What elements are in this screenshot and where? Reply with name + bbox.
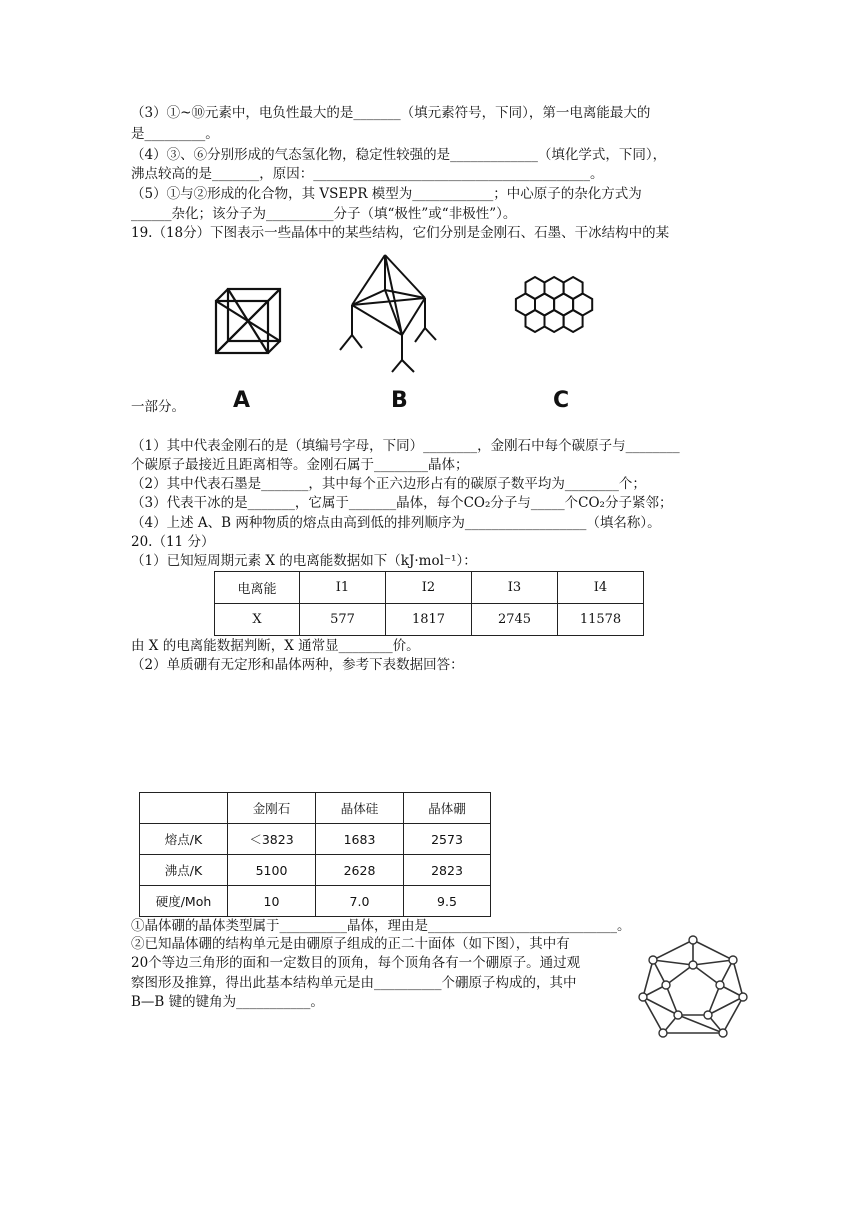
table-cell: ＜3823	[228, 824, 316, 855]
table-cell: 11578	[558, 604, 644, 636]
table-row	[140, 793, 491, 824]
q4-line2: 沸点较高的是_______，原因：_________________________________________。	[131, 166, 604, 182]
table-row	[140, 824, 491, 855]
table-cell: I3	[472, 572, 558, 604]
q19-line-end: 一部分。	[131, 399, 185, 415]
table-cell: 硬度/Moh	[140, 886, 228, 917]
q19-1-line2: 个碳原子最接近且距离相等。金刚石属于________晶体；	[131, 457, 469, 473]
q20-heading: 20.（11 分）	[131, 534, 215, 550]
table-cell: 晶体硼	[404, 793, 491, 824]
q20-2b-line2: 20个等边三角形的面和一定数目的顶角，每个顶角各有一个硼原子。通过观	[131, 955, 581, 971]
q5-line2: ______杂化；该分子为__________分子（填“极性”或“非极性”）。	[131, 206, 517, 222]
table-cell: 熔点/K	[140, 824, 228, 855]
table-cell: X	[215, 604, 300, 636]
crystal-figure-a	[208, 283, 288, 363]
table-cell: I2	[386, 572, 472, 604]
hexagon-ring	[564, 310, 583, 332]
table-row	[215, 604, 644, 636]
crystal-figure-c	[510, 270, 615, 360]
ionization-energy-table	[214, 571, 644, 636]
table-cell: 1817	[386, 604, 472, 636]
table-cell: 晶体硅	[316, 793, 404, 824]
q20-2a-line: ①晶体硼的晶体类型属于__________晶体，理由是____________________________。	[131, 918, 631, 934]
q19-heading: 19.（18分）下图表示一些晶体中的某些结构，它们分别是金刚石、石墨、干冰结构中的某	[131, 225, 670, 241]
q20-2b-line4: B—B 键的键角为___________。	[131, 994, 324, 1010]
table-cell: 7.0	[316, 886, 404, 917]
q20-2-line: （2）单质硼有无定形和晶体两种，参考下表数据回答：	[131, 657, 464, 673]
table-cell: 2745	[472, 604, 558, 636]
hexagon-ring	[545, 310, 564, 332]
q3-line2: 是_________。	[131, 126, 219, 142]
q5-line1: （5）①与②形成的化合物，其 VSEPR 模型为____________；中心原子的杂化方式为	[131, 186, 642, 202]
q4-line1: （4）③、⑥分别形成的气态氢化物，稳定性较强的是_____________（填化学式，下同），	[131, 147, 667, 163]
table-cell: 2573	[404, 824, 491, 855]
boron-comparison-table	[139, 792, 491, 917]
table-row	[215, 572, 644, 604]
table-cell: I4	[558, 572, 644, 604]
table-cell	[140, 793, 228, 824]
q3-line1: （3）①~⑩元素中，电负性最大的是_______（填元素符号，下同），第一电离能最大的	[131, 105, 651, 121]
figure-label-c: C	[553, 388, 570, 413]
q20-1-line: （1）已知短周期元素 X 的电离能数据如下（kJ·mol⁻¹）：	[131, 553, 477, 569]
table-row	[140, 886, 491, 917]
table-cell: I1	[300, 572, 386, 604]
table-cell: 5100	[228, 855, 316, 886]
table-row	[140, 855, 491, 886]
table-cell: 金刚石	[228, 793, 316, 824]
table-cell: 577	[300, 604, 386, 636]
table-cell: 10	[228, 886, 316, 917]
table-cell: 2628	[316, 855, 404, 886]
icosahedron-figure	[638, 935, 748, 1045]
q20-2b-line1: ②已知晶体硼的结构单元是由硼原子组成的正二十面体（如下图），其中有	[131, 936, 570, 952]
q20-1-answer-line: 由 X 的电离能数据判断，X 通常显________价。	[131, 638, 420, 654]
q19-3-line: （3）代表干冰的是_______，它属于_______晶体，每个CO₂分子与_____个CO₂分子紧邻；	[131, 495, 673, 511]
table-cell: 沸点/K	[140, 855, 228, 886]
table-cell: 2823	[404, 855, 491, 886]
table-cell: 电离能	[215, 572, 300, 604]
q20-2b-line3: 察图形及推算，得出此基本结构单元是由__________个硼原子构成的，其中	[131, 975, 577, 991]
q19-2-line: （2）其中代表石墨是_______，其中每个正六边形占有的碳原子数平均为________个；	[131, 476, 646, 492]
figure-label-b: B	[391, 388, 408, 413]
q19-4-line: （4）上述 A、B 两种物质的熔点由高到低的排列顺序为__________________（填名称）。	[131, 515, 661, 531]
table-cell: 9.5	[404, 886, 491, 917]
q19-1-line1: （1）其中代表金刚石的是（填编号字母，下同）________，金刚石中每个碳原子与________	[131, 438, 680, 454]
table-cell: 1683	[316, 824, 404, 855]
figure-label-a: A	[233, 388, 251, 413]
hexagon-ring	[526, 310, 545, 332]
crystal-figure-b	[330, 250, 440, 375]
